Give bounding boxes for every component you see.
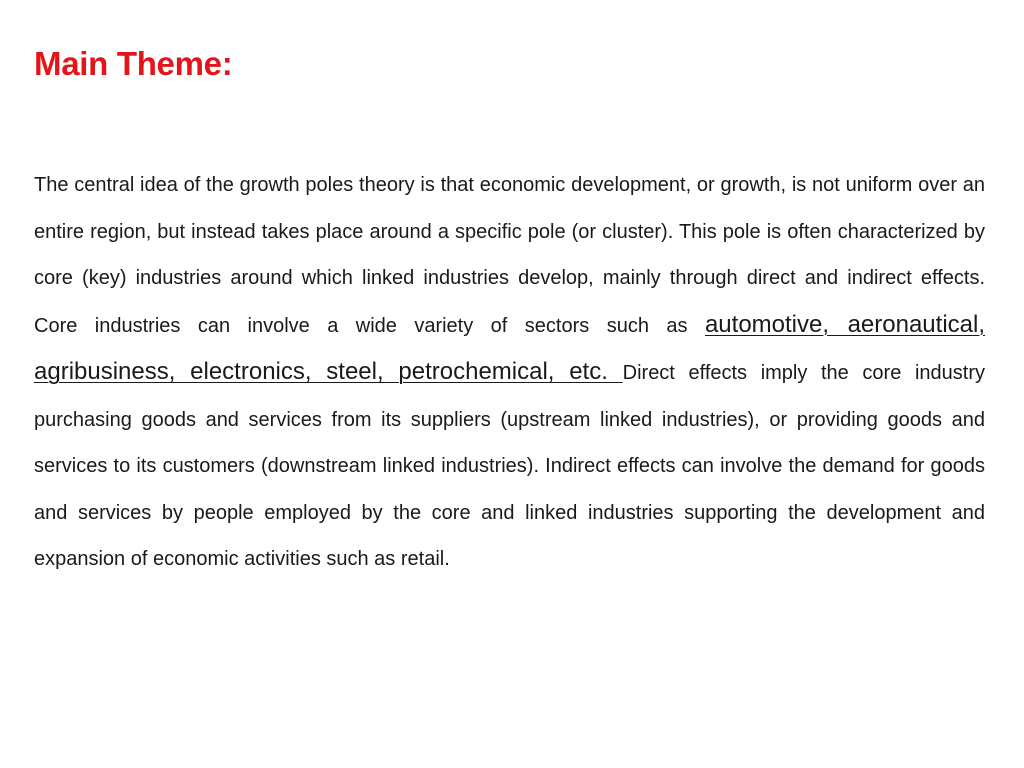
sector-examples-underlined: automotive, aeronautical, agribusiness, electronics, steel, petrochemical, etc.: [34, 310, 985, 385]
paragraph-text-intro: The central idea of the growth poles theory is that economic development, or growth, is not uniform over an entire region, but instead takes place around a specific pole (or cluster). This pole is often characterized by core (key) industries around which linked industries develop, mainly through direct and indirect effects. Core industries can involve a wide variety of sectors such as: [34, 174, 985, 337]
slide-title: Main Theme:: [34, 45, 233, 82]
paragraph-text-effects: Direct effects imply the core industry purchasing goods and services from its suppliers (upstream linked industries), or providing goods and services to its customers (downstream linked industries). Indirect effects can involve the demand for goods and services by people employed by the core and linked industries supporting the development and expansion of economic activities such as retail.: [34, 362, 985, 570]
body-paragraph: [34, 162, 985, 583]
